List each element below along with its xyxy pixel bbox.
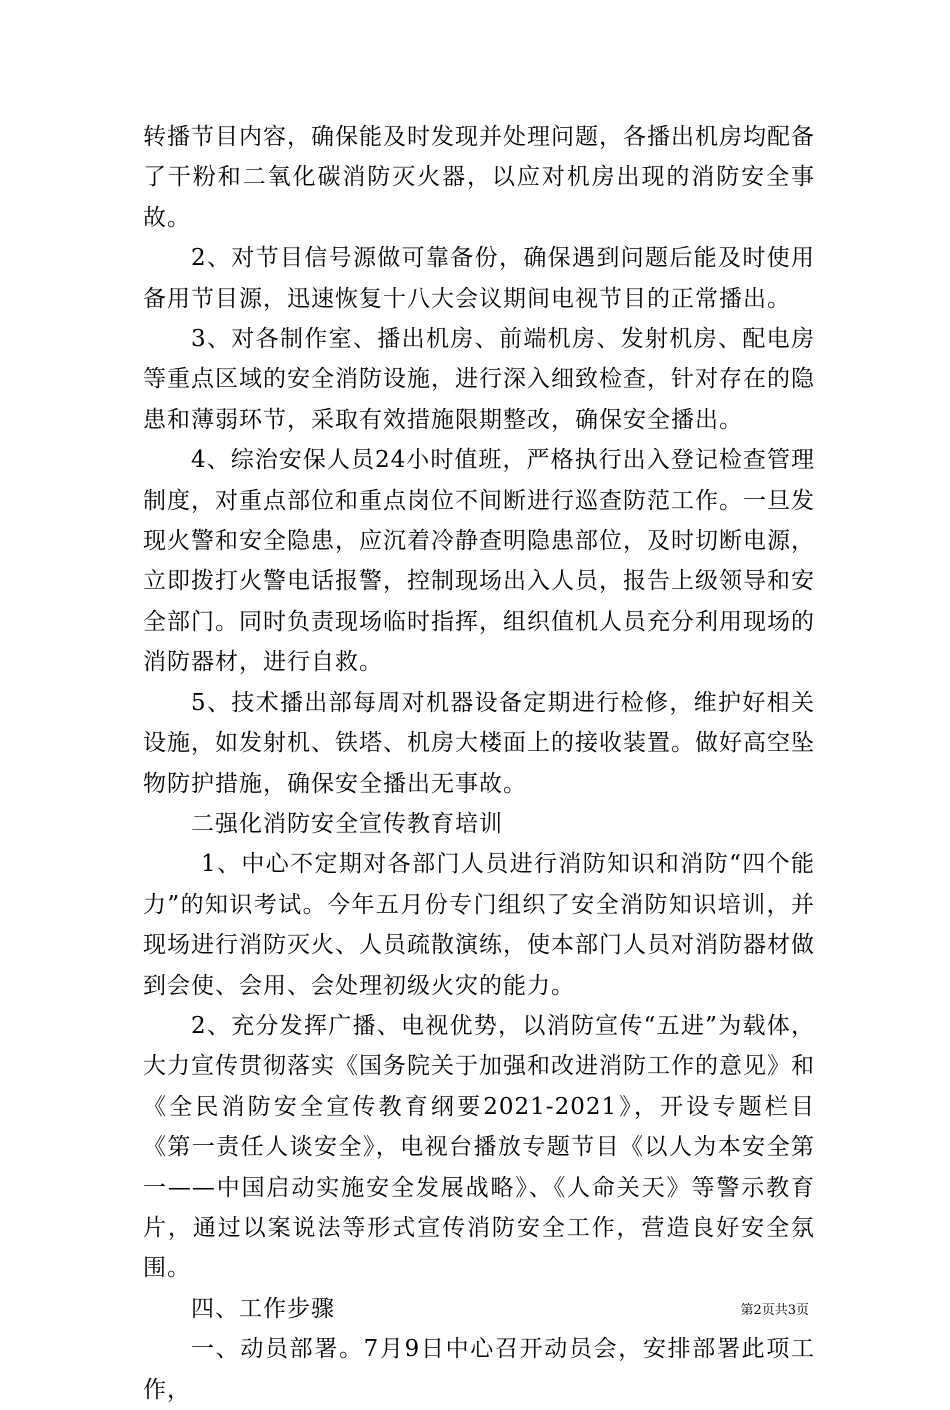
section-heading-steps: 四、工作步骤 xyxy=(191,1295,335,1322)
document-body xyxy=(143,117,815,1410)
page-number-footer: 第2页共3页 xyxy=(740,1303,809,1318)
paragraph-item-5: 5、技术播出部每周对机器设备定期进行检修，维护好相关设施，如发射机、铁塔、机房大楼面上的接收装置。做好高空坠物防护措施，确保安全播出无事故。 xyxy=(143,689,815,797)
section-heading-publicity: 二强化消防安全宣传教育培训 xyxy=(191,810,503,837)
paragraph-training-1: 1、中心不定期对各部门人员进行消防知识和消防“四个能力”的知识考试。今年五月份专门组织了安全消防知识培训，并现场进行消防灭火、人员疏散演练，使本部门人员对消防器材做到会使、会用、会处理初级火灾的能力。 xyxy=(143,851,815,999)
paragraph-item-4: 4、综治安保人员24小时值班，严格执行出入登记检查管理制度，对重点部位和重点岗位不间断进行巡查防范工作。一旦发现火警和安全隐患，应沉着冷静查明隐患部位，及时切断电源，立即拨打火警电话报警，控制现场出入人员，报告上级领导和安全部门。同时负责现场临时指挥，组织值机人员充分利用现场的消防器材，进行自救。 xyxy=(143,447,815,676)
paragraph-step-1: 一、动员部署。7月9日中心召开动员会，安排部署此项工作， xyxy=(143,1336,815,1403)
paragraph-item-2: 2、对节目信号源做可靠备份，确保遇到问题后能及时使用备用节目源，迅速恢复十八大会议期间电视节目的正常播出。 xyxy=(143,245,815,312)
paragraph-item-3: 3、对各制作室、播出机房、前端机房、发射机房、配电房等重点区域的安全消防设施，进行深入细致检查，针对存在的隐患和薄弱环节，采取有效措施限期整改，确保安全播出。 xyxy=(143,326,815,433)
paragraph-training-2: 2、充分发挥广播、电视优势，以消防宣传“五进”为载体，大力宣传贯彻落实《国务院关于加强和改进消防工作的意见》和《全民消防安全宣传教育纲要2021-2021》，开设专题栏目《第一责任人谈安全》，电视台播放专题节目《以人为本安全第一——中国启动实施安全发展战略》、《人命关天》等警示教育片，通过以案说法等形式宣传消防安全工作，营造良好安全氛围。 xyxy=(143,1012,815,1282)
paragraph-continuation: 转播节目内容，确保能及时发现并处理问题，各播出机房均配备了干粉和二氧化碳消防灭火器，以应对机房出现的消防安全事故。 xyxy=(143,124,815,231)
